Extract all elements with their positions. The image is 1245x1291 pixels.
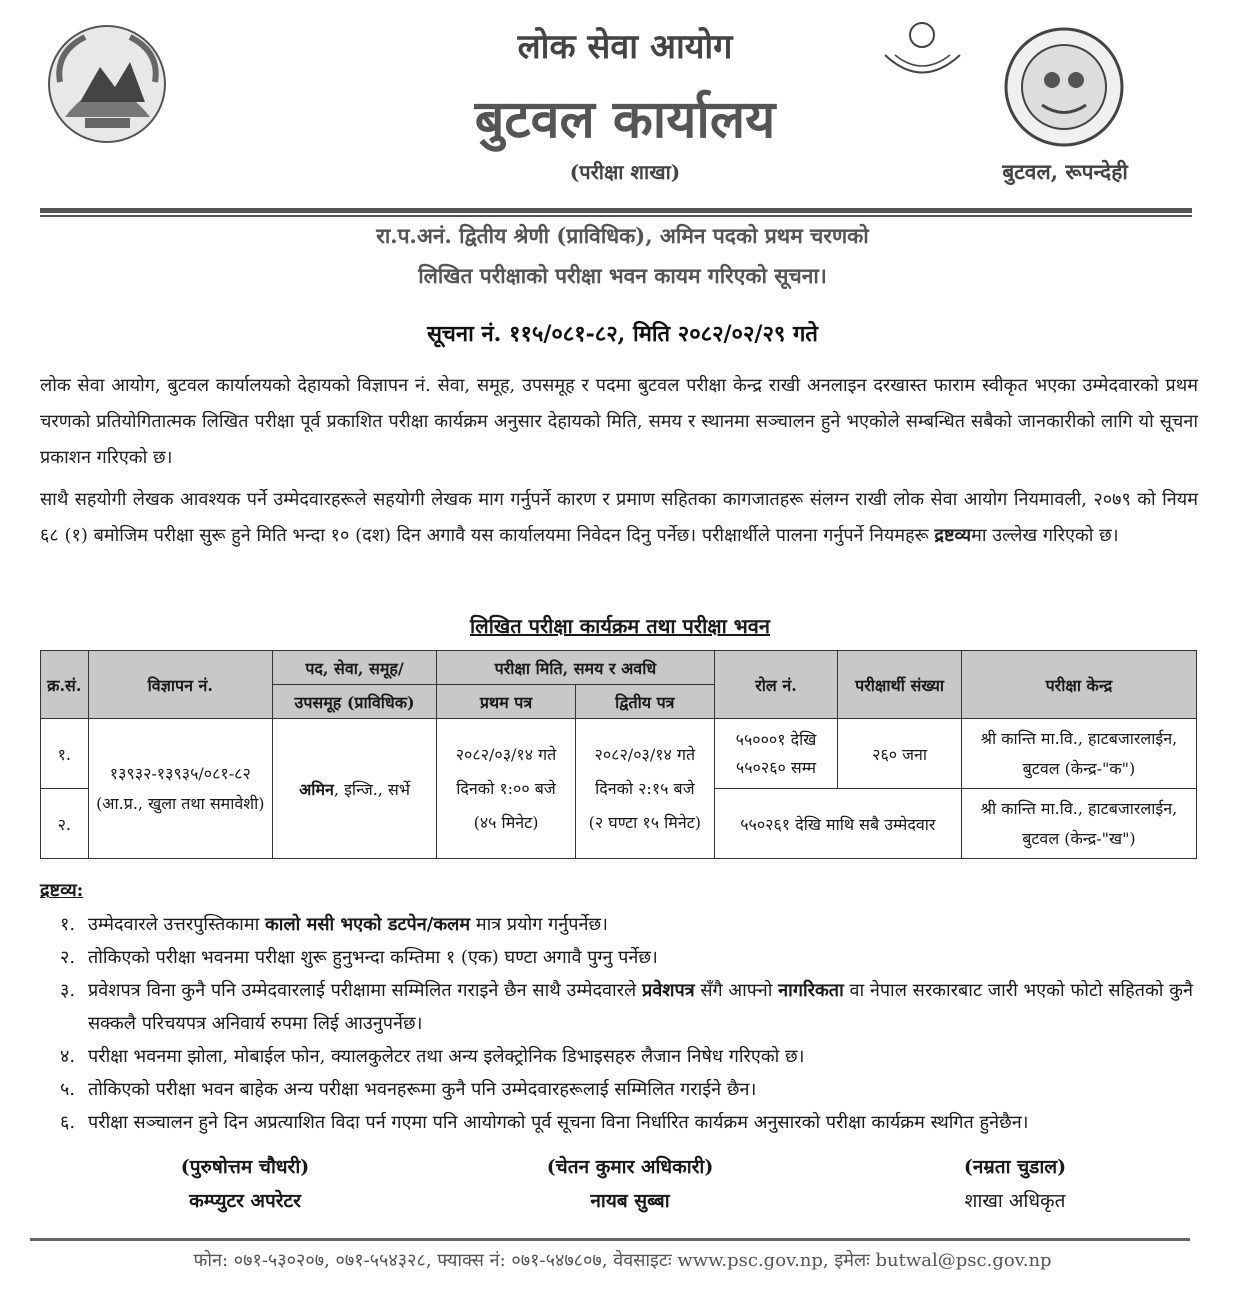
col-exam: परीक्षा मिति, समय र अवधि [437, 651, 715, 685]
table-title: लिखित परीक्षा कार्यक्रम तथा परीक्षा भवन [469, 614, 771, 638]
list-item: ४. परीक्षा भवनमा झोला, मोबाईल फोन, क्यालकुलेटर तथा अन्य इलेक्ट्रोनिक डिभाइसहरु लैजान निषेध गरिएको छ। [60, 1046, 805, 1067]
col-post-b: उपसमूह (प्राविधिक) [273, 685, 437, 719]
body-paragraph-2: साथै सहयोगी लेखक आवश्यक पर्ने उम्मेदवारहरूले सहयोगी लेखक माग गर्नुपर्ने कारण र प्रमाण सहितका कागजातहरू संलग्न राखी लोक सेवा आयोग नियमावली, २०७९ को नियम ६८ (१) बमोजिम परीक्षा सुरू हुने मिति भन्दा १० (दश) दिन अगावै यस कार्यालयमा निवेदन दिनु पर्नेछ। परीक्षार्थीले पालना गर्नुपर्ने नियमहरू द्रष्टव्यमा उल्लेख गरिएको छ। [40, 489, 1198, 546]
signatory-name: (पुरुषोत्तम चौधरी) [180, 1156, 310, 1178]
notice-number: सूचना नं. ११५/०८१-८२, मिति २०८२/०२/२९ गते [427, 321, 818, 347]
paper2-cell: २०८२/०३/१४ गते दिनको २:१५ बजे (२ घण्टा १५ मिनेट) [575, 719, 714, 859]
signatory-name: (चेतन कुमार अधिकारी) [546, 1156, 714, 1178]
col-roll: रोल नं. [714, 651, 838, 719]
footer-divider [30, 1238, 1190, 1241]
col-count: परीक्षार्थी संख्या [838, 651, 962, 719]
roll-cell: ५५०२६१ देखि माथि सबै उम्मेदवार [714, 789, 961, 859]
signatory-2 [470, 1150, 790, 1218]
office-stamp-icon [875, 15, 970, 85]
list-item: ३. प्रवेशपत्र विना कुनै पनि उम्मेदवारलाई परीक्षामा सम्मिलित गराइने छैन साथै उम्मेदवारले प्रवेशपत्र सँगै आफ्नो नागरिकता वा नेपाल सरकारबाट जारी भएको फोटो सहितको कुनै सक्कलै परिचयपत्र अनिवार्य रुपमा लिई आउनुपर्नेछ। [60, 980, 1194, 1034]
adv-cell: १३९३२-१३९३५/०८१-८२ (आ.प्र., खुला तथा समावेशी) [88, 719, 272, 859]
list-item: ५. तोकिएको परीक्षा भवन बाहेक अन्य परीक्षा भवनहरूमा कुनै पनि उम्मेदवारहरूलाई सम्मिलित गराईने छैन। [60, 1079, 757, 1100]
signatory-3 [855, 1150, 1175, 1218]
header-divider-thin [40, 215, 1192, 217]
header-divider [40, 208, 1192, 213]
notes-heading: द्रष्टव्य: [40, 880, 84, 901]
sn-cell: १. [41, 719, 89, 789]
col-paper2: द्वितीय पत्र [575, 685, 714, 719]
office-name: बुटवल कार्यालय [474, 89, 776, 150]
section-name: (परीक्षा शाखा) [569, 160, 681, 184]
notes-list [60, 908, 1200, 1139]
signatory-title: नायब सुब्बा [590, 1190, 670, 1212]
body-paragraph-1: लोक सेवा आयोग, बुटवल कार्यालयको देहायको विज्ञापन नं. सेवा, समूह, उपसमूह र पदमा बुटवल परीक्षा केन्द्र राखी अनलाइन दरखास्त फाराम स्वीकृत भएका उम्मेदवारको प्रथम चरणको प्रतियोगितात्मक लिखित परीक्षा पूर्व प्रकाशित परीक्षा कार्यक्रम अनुसार देहायको मिति, समय र स्थानमा सञ्चालन हुने भएकोले सम्बन्धित सबैको जानकारीको लागि यो सूचना प्रकाशन गरिएको छ। [40, 375, 1198, 468]
signatory-name: (नम्रता चुडाल) [963, 1156, 1067, 1178]
notice-title-line2: लिखित परीक्षाको परीक्षा भवन कायम गरिएको सूचना। [418, 263, 827, 288]
exam-schedule-table [40, 650, 1197, 859]
office-location: बुटवल, रूपन्देही [1002, 159, 1128, 184]
col-sn: क्र.सं. [41, 651, 89, 719]
signatory-title: कम्प्युटर अपरेटर [189, 1190, 301, 1212]
roll-cell: ५५०००१ देखि ५५०२६० सम्म [714, 719, 838, 789]
signatory-title: शाखा अधिकृत [964, 1190, 1066, 1212]
footer-contact: फोन: ०७१-५३०२०७, ०७१-५५४३२८, फ्याक्स नं: ०७१-५४७८०७, वेवसाइटः www.psc.gov.np, इमेलः butwal@psc.gov.np [193, 1250, 1052, 1271]
post-cell: अमिन, इन्जि., सर्भे [273, 719, 437, 859]
notice-title-line1: रा.प.अनं. द्वितीय श्रेणी (प्राविधिक), अमिन पदको प्रथम चरणको [376, 223, 869, 248]
sn-cell: २. [41, 789, 89, 859]
count-cell: २६० जना [838, 719, 962, 789]
centre-cell: श्री कान्ति मा.वि., हाटबजारलाईन, बुटवल (केन्द्र-"ख") [961, 789, 1196, 859]
centre-cell: श्री कान्ति मा.वि., हाटबजारलाईन, बुटवल (केन्द्र-"क") [961, 719, 1196, 789]
col-adv: विज्ञापन नं. [88, 651, 272, 719]
psc-seal-icon [1002, 25, 1127, 150]
signatory-1 [85, 1150, 405, 1218]
col-paper1: प्रथम पत्र [437, 685, 576, 719]
nepal-emblem-icon [45, 22, 170, 147]
list-item: २. तोकिएको परीक्षा भवनमा परीक्षा शुरू हुनुभन्दा कम्तिमा १ (एक) घण्टा अगावै पुग्नु पर्नेछ। [60, 947, 658, 968]
table-row [41, 719, 1197, 789]
list-item: ६. परीक्षा सञ्चालन हुने दिन अप्रत्याशित विदा पर्न गएमा पनि आयोगको पूर्व सूचना विना निर्धारित कार्यक्रम अनुसारको परीक्षा कार्यक्रम स्थगित हुनेछैन। [60, 1112, 1029, 1133]
paper1-cell: २०८२/०३/१४ गते दिनको १:०० बजे (४५ मिनेट) [437, 719, 576, 859]
list-item: १. उम्मेदवारले उत्तरपुस्तिकामा कालो मसी भएको डटपेन/कलम मात्र प्रयोग गर्नुपर्नेछ। [60, 914, 608, 935]
col-post-a: पद, सेवा, समूह/ [273, 651, 437, 685]
col-centre: परीक्षा केन्द्र [961, 651, 1196, 719]
org-name: लोक सेवा आयोग [517, 27, 733, 67]
